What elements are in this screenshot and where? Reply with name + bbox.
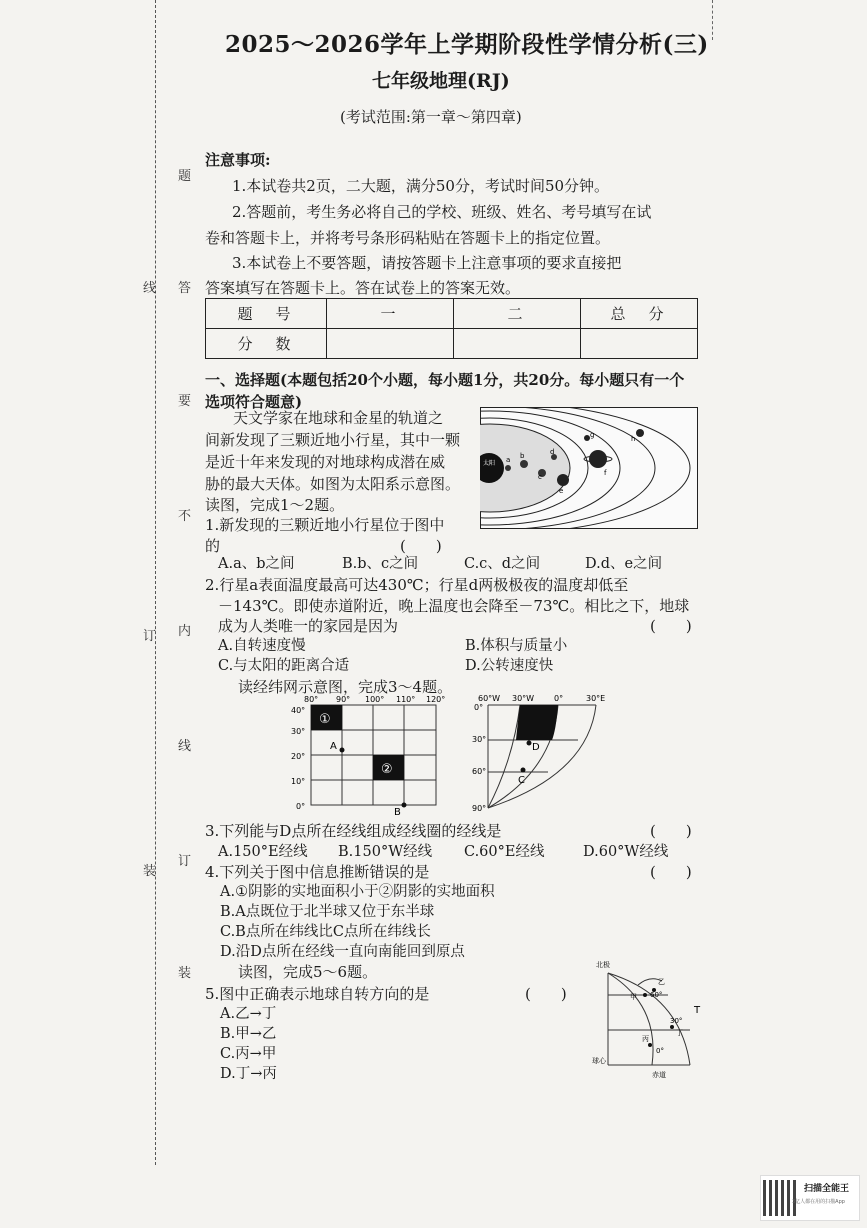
lat-label: 0° [474, 703, 484, 712]
margin-char: 装 [143, 864, 157, 879]
q3-option-b: B.150°W经线 [338, 844, 433, 860]
score-cell: 总 分 [581, 299, 698, 329]
q5-option-b: B.甲→乙 [220, 1026, 277, 1042]
lat-label: 0° [296, 802, 306, 811]
q3-stem: 3.下列能与D点所在经线组成经线圈的经线是 [205, 822, 502, 840]
planet-label: b [520, 452, 525, 460]
score-cell [581, 329, 698, 359]
planet-label: a [506, 456, 511, 464]
margin-char: 不 [178, 509, 192, 524]
q4-option-a: A.①阴影的实地面积小于②阴影的实地面积 [220, 884, 495, 900]
answer-paren: ( ) [650, 617, 692, 635]
section-heading: 一、选择题(本题包括20个小题，每小题1分，共20分。每小题只有一个 [205, 371, 685, 389]
answer-paren: ( ) [400, 537, 442, 555]
lat-label: 40° [291, 706, 306, 715]
point-label: 丁 [676, 1029, 683, 1037]
planet-label: c [538, 473, 542, 481]
margin-char: 内 [178, 624, 192, 639]
exam-subtitle: 七年级地理(RJ) [372, 70, 510, 92]
shade-2-label: ② [381, 762, 393, 777]
q3-option-a: A.150°E经线 [218, 844, 308, 860]
globe-rotation-diagram [590, 955, 705, 1080]
q1-stem: 1.新发现的三颗近地小行星位于图中 [205, 516, 445, 534]
lon-label: 110° [396, 695, 416, 704]
score-cell [454, 329, 581, 359]
north-pole-label: 北极 [596, 961, 610, 969]
meridian-map [468, 690, 618, 815]
margin-char: 订 [178, 854, 192, 869]
q1-option-d: D.d、e之间 [585, 556, 663, 572]
lat-label: 30° [472, 735, 487, 744]
point-label: 丙 [642, 1035, 649, 1043]
angle-label: 0° [656, 1047, 664, 1055]
lat-lon-grid-map [286, 693, 456, 818]
notice-item: 3.本试卷上不要答题，请按答题卡上注意事项的要求直接把 [232, 254, 622, 272]
q2-stem: 2.行星a表面温度最高可达430℃；行星d两极极夜的温度却低至 [205, 576, 629, 594]
score-cell [327, 329, 454, 359]
lon-label: 30°W [512, 694, 535, 703]
lon-label: 90° [336, 695, 351, 704]
q2-option-c: C.与太阳的距离合适 [218, 658, 350, 674]
lon-label: 120° [426, 695, 446, 704]
intro-line: 天文学家在地球和金星的轨道之 [233, 409, 444, 427]
notice-item: 卷和答题卡上，并将考号条形码粘贴在答题卡上的指定位置。 [205, 229, 611, 247]
notice-item: 2.答题前，考生务必将自己的学校、班级、姓名、考号填写在试 [232, 203, 652, 221]
app-sub: 3亿人都在用的扫描App [792, 1199, 845, 1205]
sun-label: 太阳 [483, 460, 496, 467]
margin-char: 线 [178, 739, 192, 754]
point-label: 甲 [630, 993, 637, 1001]
binding-dashed-line [155, 0, 156, 1165]
point-label: D [532, 742, 540, 753]
q2-stem-cont: －143℃。即使赤道附近，晚上温度也会降至－73℃。相比之下，地球 [218, 597, 690, 615]
q5-option-d: D.丁→丙 [220, 1066, 277, 1082]
point-label: A [330, 741, 337, 752]
margin-char: 订 [143, 629, 157, 644]
q1-stem-cont: 的 [205, 537, 221, 555]
q3-option-c: C.60°E经线 [464, 844, 545, 860]
angle-label: 30° [670, 1017, 683, 1025]
q5-stem: 5.图中正确表示地球自转方向的是 [205, 985, 430, 1003]
q4-stem: 4.下列关于图中信息推断错误的是 [205, 863, 430, 881]
lat-label: 20° [291, 752, 306, 761]
shade-1-label: ① [319, 712, 331, 727]
map-intro: 读经纬网示意图，完成3～4题。 [238, 678, 453, 696]
margin-char: 装 [178, 966, 192, 981]
exam-title: 2025～2026学年上学期阶段性学情分析(三) [225, 31, 709, 58]
planet-label: g [590, 431, 595, 439]
planet-label: d [550, 448, 555, 456]
lon-label: 60°W [478, 694, 501, 703]
answer-paren: ( ) [650, 822, 692, 840]
lat-label: 10° [291, 777, 306, 786]
lat-label: 90° [472, 804, 487, 813]
q2-option-a: A.自转速度慢 [218, 638, 306, 654]
intro-line: 是近十年来发现的对地球构成潜在威 [205, 453, 446, 471]
margin-char: 线 [143, 281, 157, 296]
q2-option-b: B.体积与质量小 [465, 638, 568, 654]
q2-stem-cont: 成为人类唯一的家园是因为 [218, 617, 399, 635]
section-heading-cont: 选项符合题意) [205, 393, 303, 411]
exam-scope: (考试范围:第一章～第四章) [340, 108, 522, 126]
score-cell: 一 [327, 299, 454, 329]
solar-system-diagram [480, 407, 698, 529]
app-name: 扫描全能王 [804, 1184, 850, 1194]
q3-option-d: D.60°W经线 [583, 844, 669, 860]
planet-label: f [604, 469, 607, 477]
answer-paren: ( ) [650, 863, 692, 881]
point-label: 乙 [658, 978, 665, 986]
q4-option-c: C.B点所在纬线比C点所在纬线长 [220, 924, 431, 940]
q5-option-a: A.乙→丁 [220, 1006, 277, 1022]
equator-label: 赤道 [652, 1071, 666, 1079]
score-table [205, 298, 698, 359]
intro-line: 间新发现了三颗近地小行星，其中一颗 [205, 431, 461, 449]
q56-intro: 读图，完成5～6题。 [238, 963, 378, 981]
q4-option-d: D.沿D点所在经线一直向南能回到原点 [220, 944, 465, 960]
point-label: C [518, 775, 525, 786]
lat-label: 30° [291, 727, 306, 736]
notice-heading: 注意事项: [205, 151, 271, 169]
angle-label: 60° [650, 991, 663, 999]
q5-option-c: C.丙→甲 [220, 1046, 277, 1062]
intro-line: 胁的最大天体。如图为太阳系示意图。 [205, 475, 461, 493]
lon-label: 80° [304, 695, 319, 704]
point-label: B [394, 807, 401, 818]
margin-char: 要 [178, 394, 192, 409]
q4-option-b: B.A点既位于北半球又位于东半球 [220, 904, 435, 920]
t-label: T [694, 1005, 701, 1016]
q2-option-d: D.公转速度快 [465, 658, 554, 674]
margin-char: 题 [178, 169, 192, 184]
answer-paren: ( ) [525, 985, 567, 1003]
q1-option-c: C.c、d之间 [464, 556, 541, 572]
planet-label: e [559, 487, 564, 495]
score-cell: 二 [454, 299, 581, 329]
lon-label: 0° [554, 694, 564, 703]
lon-label: 30°E [586, 694, 606, 703]
lon-label: 100° [365, 695, 385, 704]
q1-option-a: A.a、b之间 [218, 556, 295, 572]
q1-option-b: B.b、c之间 [342, 556, 419, 572]
planet-label: h [631, 435, 636, 443]
lat-label: 60° [472, 767, 487, 776]
notice-item: 答案填写在答题卡上。答在试卷上的答案无效。 [205, 279, 521, 297]
score-cell: 分 数 [206, 329, 327, 359]
shaded-region [516, 705, 558, 740]
notice-item: 1.本试卷共2页，二大题，满分50分，考试时间50分钟。 [232, 177, 610, 195]
margin-char: 答 [178, 281, 192, 296]
intro-line: 读图，完成1～2题。 [205, 496, 345, 514]
center-label: 球心 [592, 1057, 606, 1065]
top-right-dashed-line [712, 0, 713, 40]
score-cell: 题 号 [206, 299, 327, 329]
